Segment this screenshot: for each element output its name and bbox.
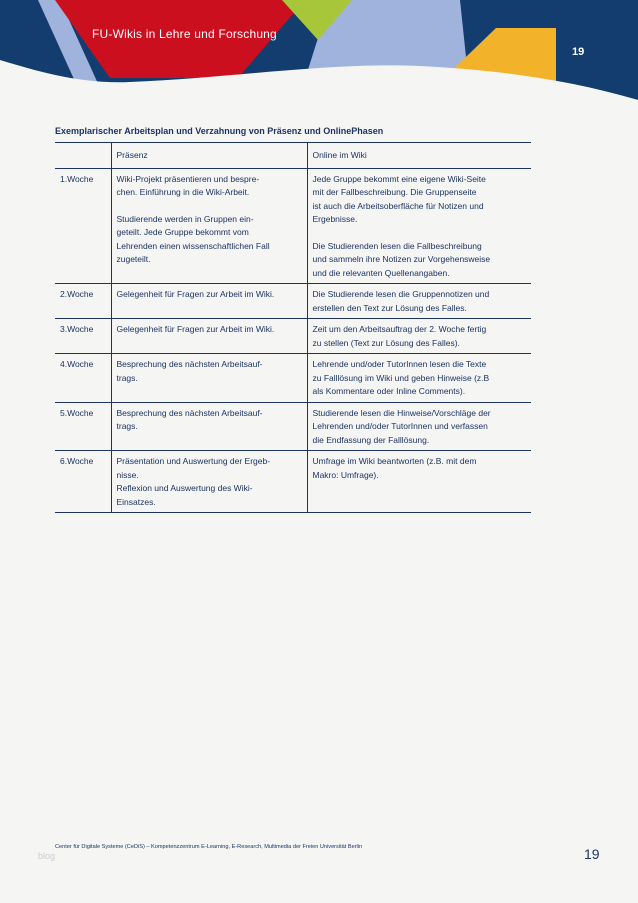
table-header-row bbox=[55, 143, 531, 169]
praesenz-paragraph: Wiki-Projekt präsentieren und bespre- chen. Einführung in die Wiki-Arbeit. bbox=[116, 173, 260, 197]
praesenz-paragraph: Besprechung des nächsten Arbeitsauf- trags. bbox=[116, 359, 263, 383]
online-cell bbox=[307, 354, 531, 403]
week-cell: 1.Woche bbox=[60, 173, 94, 184]
praesenz-cell bbox=[111, 168, 307, 284]
table-body bbox=[55, 168, 531, 513]
week-cell: 4.Woche bbox=[60, 359, 94, 369]
watermark: blog bbox=[38, 851, 56, 861]
week-cell: 2.Woche bbox=[60, 289, 94, 299]
footer-page-number: 19 bbox=[584, 846, 600, 862]
praesenz-cell bbox=[111, 451, 307, 513]
footer-text: Center für Digitale Systeme (CeDiS) – Kompetenzzentrum E-Learning, E-Research, Multimedia der Freien Universität Berlin bbox=[55, 844, 363, 850]
praesenz-paragraph: Besprechung des nächsten Arbeitsauf- trags. bbox=[116, 407, 263, 431]
header-page-number: 19 bbox=[572, 46, 585, 58]
online-paragraph: Lehrende und/oder TutorInnen lesen die Texte zu Falllösung im Wiki und geben Hinweise (z.B als Kommentare oder Inline Comments). bbox=[312, 359, 490, 396]
online-paragraph: Die Studierenden lesen die Fallbeschreibung und sammeln ihre Notizen zur Vorgehensweise und die relevanten Quellenangaben. bbox=[312, 240, 491, 278]
work-plan-table bbox=[55, 142, 531, 513]
praesenz-cell bbox=[111, 284, 307, 319]
praesenz-cell bbox=[111, 319, 307, 354]
week-cell: 5.Woche bbox=[60, 407, 94, 418]
column-header-week bbox=[55, 143, 111, 169]
online-paragraph: Jede Gruppe bekommt eine eigene Wiki-Seite mit der Fallbeschreibung. Die Gruppenseite ist auch die Arbeitsoberfläche für Notizen und Ergebnisse. bbox=[312, 173, 486, 224]
week-cell: 6.Woche bbox=[60, 456, 94, 466]
header-title: FU-Wikis in Lehre und Forschung bbox=[92, 27, 277, 41]
praesenz-paragraph: Studierende werden in Gruppen ein- geteilt. Jede Gruppe bekommt vom Lehrenden einen wissenschaftlichen Fall zugeteilt. bbox=[116, 213, 270, 264]
table-row bbox=[55, 168, 531, 284]
online-cell bbox=[307, 284, 531, 319]
online-cell bbox=[307, 402, 531, 451]
week-cell: 3.Woche bbox=[60, 324, 94, 334]
praesenz-cell bbox=[111, 402, 307, 451]
praesenz-cell bbox=[111, 354, 307, 403]
table-row bbox=[55, 402, 531, 451]
header-decoration bbox=[0, 0, 638, 140]
online-cell bbox=[307, 319, 531, 354]
online-paragraph: Umfrage im Wiki beantworten (z.B. mit dem Makro: Umfrage). bbox=[312, 456, 477, 480]
online-cell bbox=[307, 451, 531, 513]
column-header-online: Online im Wiki bbox=[307, 143, 531, 169]
online-paragraph: Die Studierende lesen die Gruppennotizen und erstellen den Text zur Lösung des Falles. bbox=[312, 289, 490, 313]
table-row bbox=[55, 284, 531, 319]
praesenz-paragraph: Gelegenheit für Fragen zur Arbeit im Wiki. bbox=[116, 324, 275, 334]
table-row bbox=[55, 451, 531, 513]
online-paragraph: Zeit um den Arbeitsauftrag der 2. Woche fertig zu stellen (Text zur Lösung des Falles). bbox=[312, 324, 487, 348]
table-row bbox=[55, 354, 531, 403]
praesenz-paragraph: Präsentation und Auswertung der Ergeb- nisse. Reflexion und Auswertung des Wiki- Einsatzes. bbox=[116, 456, 271, 507]
praesenz-paragraph: Gelegenheit für Fragen zur Arbeit im Wiki. bbox=[116, 289, 275, 299]
online-cell bbox=[307, 168, 531, 284]
table-row bbox=[55, 319, 531, 354]
column-header-praesenz: Präsenz bbox=[111, 143, 307, 169]
online-paragraph: Studierende lesen die Hinweise/Vorschläge der Lehrenden und/oder TutorInnen und verfassen die Endfassung der Falllösung. bbox=[312, 407, 491, 445]
table-title: Exemplarischer Arbeitsplan und Verzahnung von Präsenz und OnlinePhasen bbox=[55, 126, 384, 136]
